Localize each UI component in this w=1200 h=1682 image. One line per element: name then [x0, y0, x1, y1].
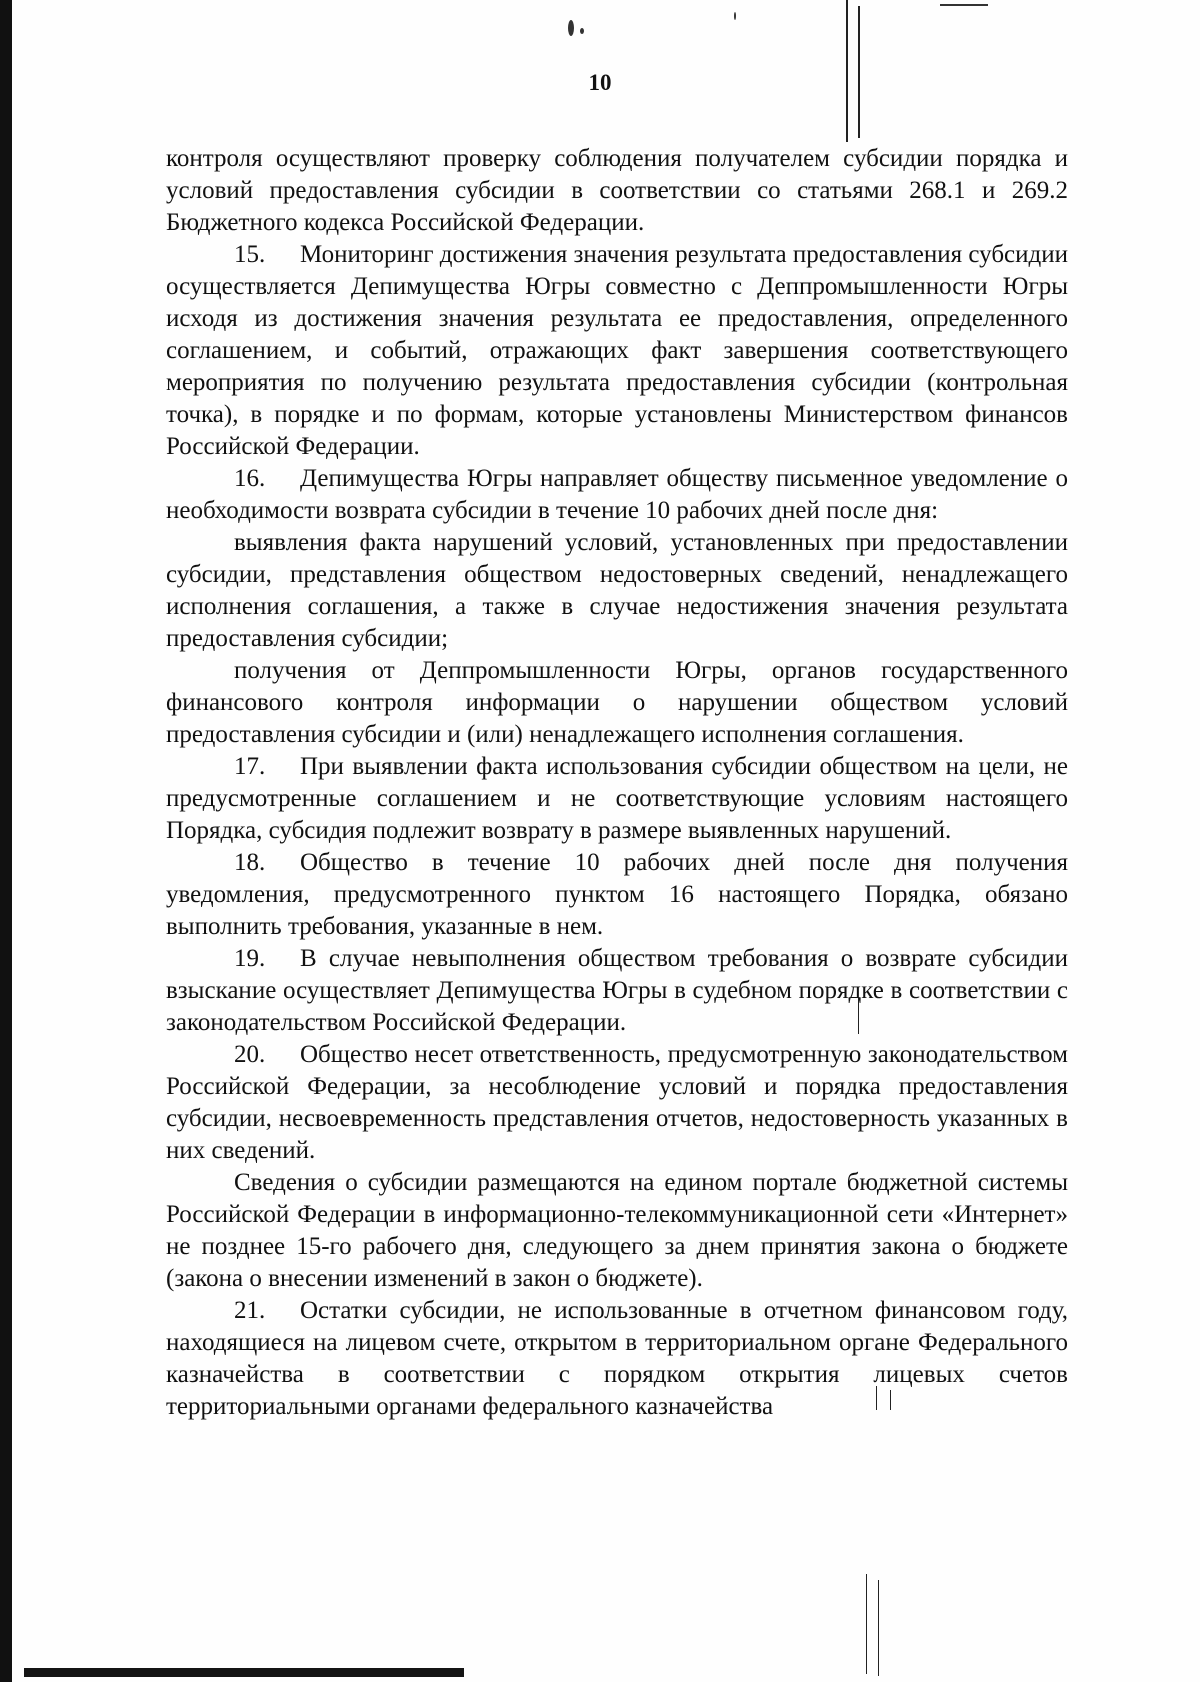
scan-bottom-bar — [24, 1668, 464, 1677]
paragraph-number: 20. — [234, 1041, 266, 1068]
paragraph-20-note — [166, 1167, 1068, 1295]
paragraph-19 — [166, 943, 1068, 1039]
paragraph-number: 16. — [234, 465, 266, 492]
paragraph-number: 18. — [234, 849, 266, 876]
paragraph-text: получения от Деппромышленности Югры, органов государственного финансового контроля информации о нарушении обществом условий предоставления субсидии и (или) ненадлежащего исполнения соглашения. — [166, 657, 1068, 748]
scan-speck — [568, 20, 574, 36]
paragraph-16-item-2 — [166, 655, 1068, 751]
scan-speck — [580, 28, 584, 34]
scan-line-bottom-1 — [866, 1574, 867, 1674]
paragraph-21 — [166, 1295, 1068, 1423]
paragraph-text: В случае невыполнения обществом требования о возврате субсидии взыскание осуществляет Депимущества Югры в судебном порядке в соответствии с законодательством Российской Федерации. — [166, 945, 1068, 1036]
paragraph-text: Мониторинг достижения значения результата предоставления субсидии осуществляется Депимущества Югры совместно с Деппромышленности Югры исходя из достижения значения результата ее предоставления, определенного соглашением, и событий, отражающих факт завершения соответствующего мероприятия по получению результата предоставления субсидии (контрольная точка), в порядке и по формам, которые установлены Министерством финансов Российской Федерации. — [166, 241, 1068, 460]
scan-speck — [940, 4, 988, 6]
paragraph-text: При выявлении факта использования субсидии обществом на цели, не предусмотренные соглашением и не соответствующие условиям настоящего Порядка, субсидия подлежит возврату в размере выявленных нарушений. — [166, 753, 1068, 844]
paragraph-continuation — [166, 143, 1068, 239]
paragraph-16-item-1 — [166, 527, 1068, 655]
page-number: 10 — [588, 70, 612, 95]
scan-speck — [734, 12, 736, 20]
paragraph-text: Сведения о субсидии размещаются на едином портале бюджетной системы Российской Федерации в информационно-телекоммуникационной сети «Интернет» не позднее 15-го рабочего дня, следующего за днем принятия закона о бюджете (закона о внесении изменений в закон о бюджете). — [166, 1169, 1068, 1292]
paragraph-text: Общество в течение 10 рабочих дней после дня получения уведомления, предусмотренного пунктом 16 настоящего Порядка, обязано выполнить требования, указанные в нем. — [166, 849, 1068, 940]
paragraph-number: 15. — [234, 241, 266, 268]
paragraph-17 — [166, 751, 1068, 847]
paragraph-text: контроля осуществляют проверку соблюдения получателем субсидии порядка и условий предоставления субсидии в соответствии со статьями 268.1 и 269.2 Бюджетного кодекса Российской Федерации. — [166, 145, 1068, 236]
paragraph-20 — [166, 1039, 1068, 1167]
scan-left-edge — [0, 0, 12, 1682]
paragraph-18 — [166, 847, 1068, 943]
paragraph-16 — [166, 463, 1068, 527]
paragraph-number: 19. — [234, 945, 266, 972]
paragraph-15 — [166, 239, 1068, 463]
paragraph-text: Депимущества Югры направляет обществу письменное уведомление о необходимости возврата субсидии в течение 10 рабочих дней после дня: — [166, 465, 1068, 524]
document-body — [166, 143, 1068, 1423]
paragraph-number: 17. — [234, 753, 266, 780]
paragraph-text: Остатки субсидии, не использованные в отчетном финансовом году, находящиеся на лицевом счете, открытом в территориальном органе Федерального казначейства в соответствии с порядком открытия лицевых счетов территориальными органами федерального казначейства — [166, 1297, 1068, 1420]
paragraph-number: 21. — [234, 1297, 266, 1324]
paragraph-text: выявления факта нарушений условий, установленных при предоставлении субсидии, представления обществом недостоверных сведений, ненадлежащего исполнения соглашения, а также в случае недостижения значения результата предоставления субсидии; — [166, 529, 1068, 652]
scan-line-bottom-2 — [878, 1580, 879, 1676]
paragraph-text: Общество несет ответственность, предусмотренную законодательством Российской Федерации, за несоблюдение условий и порядка предоставления субсидии, несвоевременность представления отчетов, недостоверность указанных в них сведений. — [166, 1041, 1068, 1164]
